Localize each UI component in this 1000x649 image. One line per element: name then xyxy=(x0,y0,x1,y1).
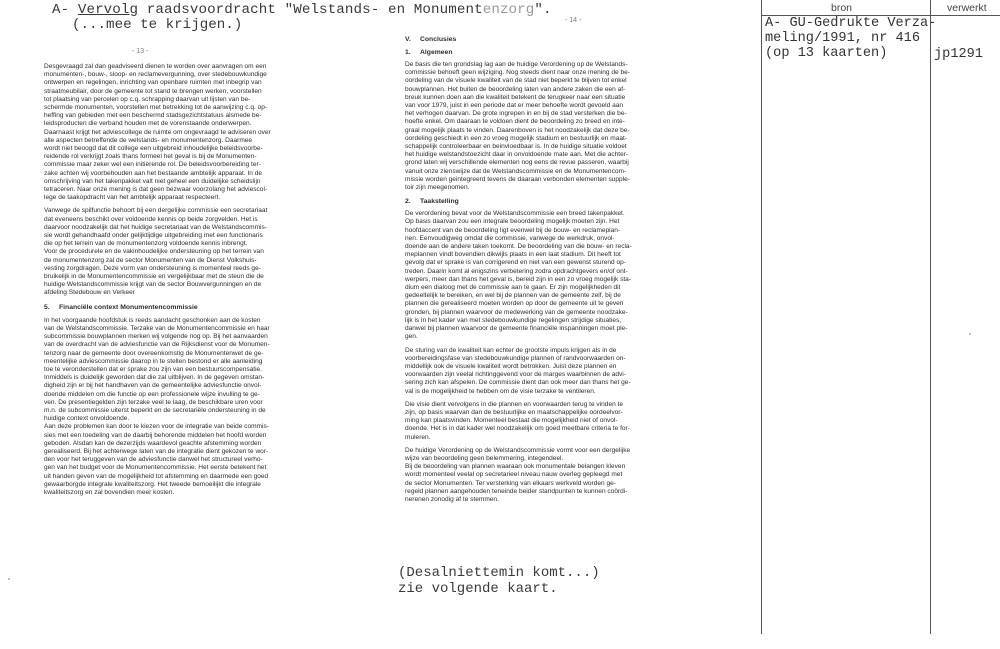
right-paragraph: De verordening bevat voor de Welstandscommissie een breed takenpakket. Op basis daarvan zou een integrale beoordeling mogelijk moeten zijn. Het hoofdaccent van de beoordeling ligt evenwel bij de bouw- en reclameplan- nen. Eenvoudigweg omdat die commissie, vanwege de werkdruk, onvol- doende aan de andere taken toekomt. De beoordeling van die bouw- en recla- meplannen vindt bovendien dikwijls plaats in een laat stadium. Dit heeft tot gevolg dat er sprake is van corrigerend en niet van een gewenst sturend op- treden. Daarin komt al enigszins verbetering zodra opdrachtgevers en/of ont- werpers, meer dan thans het geval is, bereid zijn in een zo vroeg mogelijk sta- dium een dialoog met de commissie aan te gaan. Er zijn mogelijkheden dit gedeeltelijk te bereiken, en wel bij de plannen van de gemeente zelf, bij de plannen die gerealiseerd moeten worden op door de gemeente uit te geven gronden, bij plannen waarvoor de medewerking van de gemeente noodzake- lijk is in het kader van met stedebouwkundige regelingen strijdige situaties, danwel bij plannen waarvoor de gemeente financiële inspanningen moet ple- gen. xyxy=(405,210,632,341)
chapter-number: V. xyxy=(405,36,411,43)
header-prefix: A- xyxy=(52,2,78,18)
right-column-text xyxy=(405,35,750,504)
right-paragraph: De sturing van de kwaliteit kan echter de grootste impuls krijgen als in de voorbereidingsfase van stedebouwkundige plannen of randvoorwaarden on- middellijk ook de visuele kwaliteit wordt betrokken. Juist deze plannen en voorwaarden zijn veelal richtinggevend voor de marges waarbinnen de advi- sering zich kan afspelen. De commissie dient dan ook meer dan thans het ge- val is de mogelijkheid te hebben om de visie terzake te ventileren. xyxy=(405,346,631,395)
table-cell-bron: A- GU-Gedrukte Verza- meling/1991, nr 416 (op 13 kaarten) xyxy=(765,16,937,61)
section-title: Algemeen xyxy=(420,49,453,56)
card-header-subtitle: (...mee te krijgen.) xyxy=(72,17,243,33)
table-column-divider xyxy=(930,0,931,634)
section-heading-5 xyxy=(44,303,384,312)
section-heading-2 xyxy=(405,197,750,206)
chapter-heading xyxy=(405,35,750,44)
left-paragraph: In het voorgaande hoofdstuk is reeds aandacht geschonken aan de kosten van de Welstandscommissie. Terzake van de Monumentencommissie en haar subcommissie bouwplannen merken wij volgende nog op. Bij het aanvaarden van de overdracht van de adviesfunctie van de Rijksdienst voor de Monumen- tenzorg naar de gemeente door overeenkomstig de Monumentenwet de ge- meentelijke adviescommissie daarop in te stellen bestond er alle aanleiding toe te veronderstellen dat er sprake zou zijn van een bestuurscompensatie. Inmiddels is duidelijk geworden dat die zal uitblijven. In de gegeven omstan- digheid zijn er bij het handhaven van de gemeentelijke adviesfunctie onvol- doende middelen om die functie op een professionele wijze invulling te ge- ven. De presentiegelden zijn terzake veel te laag, de beschikbare uren voor m.n. de subcommissie uiterst beperkt en de secretariële ondersteuning in de huidige context onvoldoende. Aan deze problemen kan door te kiezen voor de integratie van beide commis- sies met een toedeling van de daarbij behorende middelen het hoofd worden geboden. Alsdan kan de dezerzijds waardevol geachte afstemming worden gerealiseerd. Bij het achterwege laten van de integratie dient gekozen te wor- den voor het teruggeven van de adviesfunctie danwel het structureel verho- gen van het budget voor de Monumentencommissie. Het eerste betekent het uit handen geven van de mogelijkheid tot afstemming en daarmede een goed gewaarborgde integrale kwaliteitszorg. Het tweede bemoeilijkt die integrale kwaliteitszorg en zal bovendien meer kosten. xyxy=(44,316,270,496)
section-heading-1 xyxy=(405,48,750,57)
left-paragraph: Desgevraagd zal dan geadviseerd dienen te worden over aanvragen om een monumenten-, bouw-, sloop- en reclamevergunning, over stedebouwkundige ontwerpen en regelingen, inrichting van openbare ruimten met inbegrip van straatmeubilair, door de gemeente tot stand te brengen werken, voorstellen tot plaatsing van percelen op c.q. schrapping daarvan uit lijsten van be- schermde monumenten, voorstellen met betrekking tot de aanwijzing c.q. op- heffing van gebieden met een beschermd stadsgezichtstatuus alsmede be- leidsproducten die verband houden met de vorenstaande onderwerpen. Daarnaast krijgt het adviescollege de ruimte om ongevraagd te adviseren over alle aspecten betreffende de welstands- en monumentenzorg. Daarmee wordt niet beoogd dat dit college een uitgebreid inhoudelijke beleidsvoorbe- reidende rol verkrijgt zoals thans formeel het geval is bij de Monumenten- commissie maar zeker wel een initiërende rol. De beleidsvoorbereiding ter- zake achten wij voorbehouden aan het bestaande ambtelijk apparaat. In de omschrijving van het takenpakket valt niet geheel een duidelijke scheidslijn tetraceren. Naar onze mening is dat geen bezwaar voorzolang het adviescol- lege de taakopdracht van het ambtelijk apparaat respecteert. xyxy=(44,63,271,202)
header-title-end: ". xyxy=(534,2,552,18)
table-header-verwerkt: verwerkt xyxy=(947,2,987,14)
page-number-left: - 13 - xyxy=(132,48,149,55)
right-paragraph: De basis die ten grondslag lag aan de huidige Verordening op de Welstands- commissie behoeft geen wijziging. Nog steeds dient naar onze mening de be- oordeling van de visuele kwaliteit van de stad niet beperkt te blijven tot enkel bouwplannen. Het buiten de beoordeling laten van andere zaken die een af- breuk kunnen doen aan die kwaliteit betekent de terugkeer naar een situatie van voor 1979, juist in een periode dat er meer behoefte wordt gevoeld aan het verhogen daarvan. De grote ingrepen in en bij de stad versterken die be- hoefte enkel. Om daaraan te voldoen dient de beoordeling zo breed en inte- graal mogelijk plaats te vinden. Daarenboven is het noodzakelijk dat deze be- oordeling geschiedt in een zo vroeg mogelijk stadium en bestuurlijk en maat- schappelijk controleerbaar en beinvloedbaar is. In de huidige situatie voldoet het huidige welstandstoezicht daar in onvoldoende mate aan. Met die achter- grond laten wij verschillende elementen nog eens de revue passeren, waarbij vanuit onze zienswijze dat de Welstandscommissie en de Monumentencom- missie worden geintegreerd tevens de daaraan verbonden elementen supple- toir zijn meegenomen. xyxy=(405,61,630,192)
left-paragraph: Vanwege de spilfunctie behoort bij een dergelijke commissie een secretariaat dat eveneens beschikt over voldoende kennis op beide zorgvelden. Het is daarvoor noodzakelijk dat het huidige secretariaat van de Welstandscommis- sie wordt gehandhaafd onder gelijktijdige uitgebreiding met een functionaris die op het terrein van de monumentenzorg voldoende kennis inbrengt. Voor de procedurele en de vakinhoudelijke ondersteuning op het terrein van de monumentenzorg zal de sector Monumenten van de Dienst Volkshuis- vesting zorgdragen. Deze vorm van ondersteuning is momenteel reeds ge- bruikelijk in de Monumentencommissie en vergelijkbaar met de steun die de huidige Welstandscommissie krijgt van de sector Bouwvergunningen en de afdeling Stedebouw en Verkeer xyxy=(44,207,268,297)
scan-speck xyxy=(969,333,971,335)
section-title: Taakstelling xyxy=(420,198,459,206)
right-paragraph: De huidige Verordening op de Welstandscommissie vormt voor een dergelijke wijze van beoordeling geen belemmering, integendeel. Bij de beoordeling van plannen waaraan ook monumentale belangen kleven wordt momenteel veelal op secretarieel niveau nauw overleg gepleegd met de sector Monumenten. Ter versterking van elkaars werkveld worden ge- regeld plannen aangehouden teneinde beider standpunten te kunnen coördi- nerenen zonodig af te stemmen. xyxy=(405,446,631,503)
chapter-title: Conclusies xyxy=(420,36,457,43)
card-header-title xyxy=(52,2,552,18)
source-table xyxy=(761,0,1000,634)
section-number: 2. xyxy=(405,198,411,206)
right-paragraph: Die visie dient vervolgens in die plannen en voorwaarden terug te vinden te zijn, op basis waarvan dan de bestuurlijke en maatschappelijke oordeelvor- ming kan plaatsvinden. Momenteel bestaat die mogelijkheid niet of onvol- doende. Het is in dat kader wel noodzakelijk om goed meetbare criteria te for- muleren. xyxy=(405,400,630,441)
continuation-note xyxy=(398,566,600,597)
left-column-text xyxy=(44,63,384,497)
header-underlined-word: Vervolg xyxy=(77,2,139,18)
scan-speck xyxy=(8,578,10,580)
section-number: 5. xyxy=(44,303,50,311)
section-title: Financiële context Monumentencommissie xyxy=(59,303,198,311)
header-title-faded: enzorg xyxy=(482,2,535,18)
table-header-bron: bron xyxy=(831,2,853,14)
continuation-line-1: (Desalniettemin komt...) xyxy=(398,565,600,581)
section-number: 1. xyxy=(405,49,411,56)
table-left-border xyxy=(761,0,762,634)
header-title-main: raadsvoordracht "Welstands- en Monument xyxy=(138,2,483,18)
table-cell-verwerkt: jp1291 xyxy=(934,47,983,62)
page-number-right: - 14 - xyxy=(565,17,582,24)
continuation-line-2: zie volgende kaart. xyxy=(398,580,558,597)
